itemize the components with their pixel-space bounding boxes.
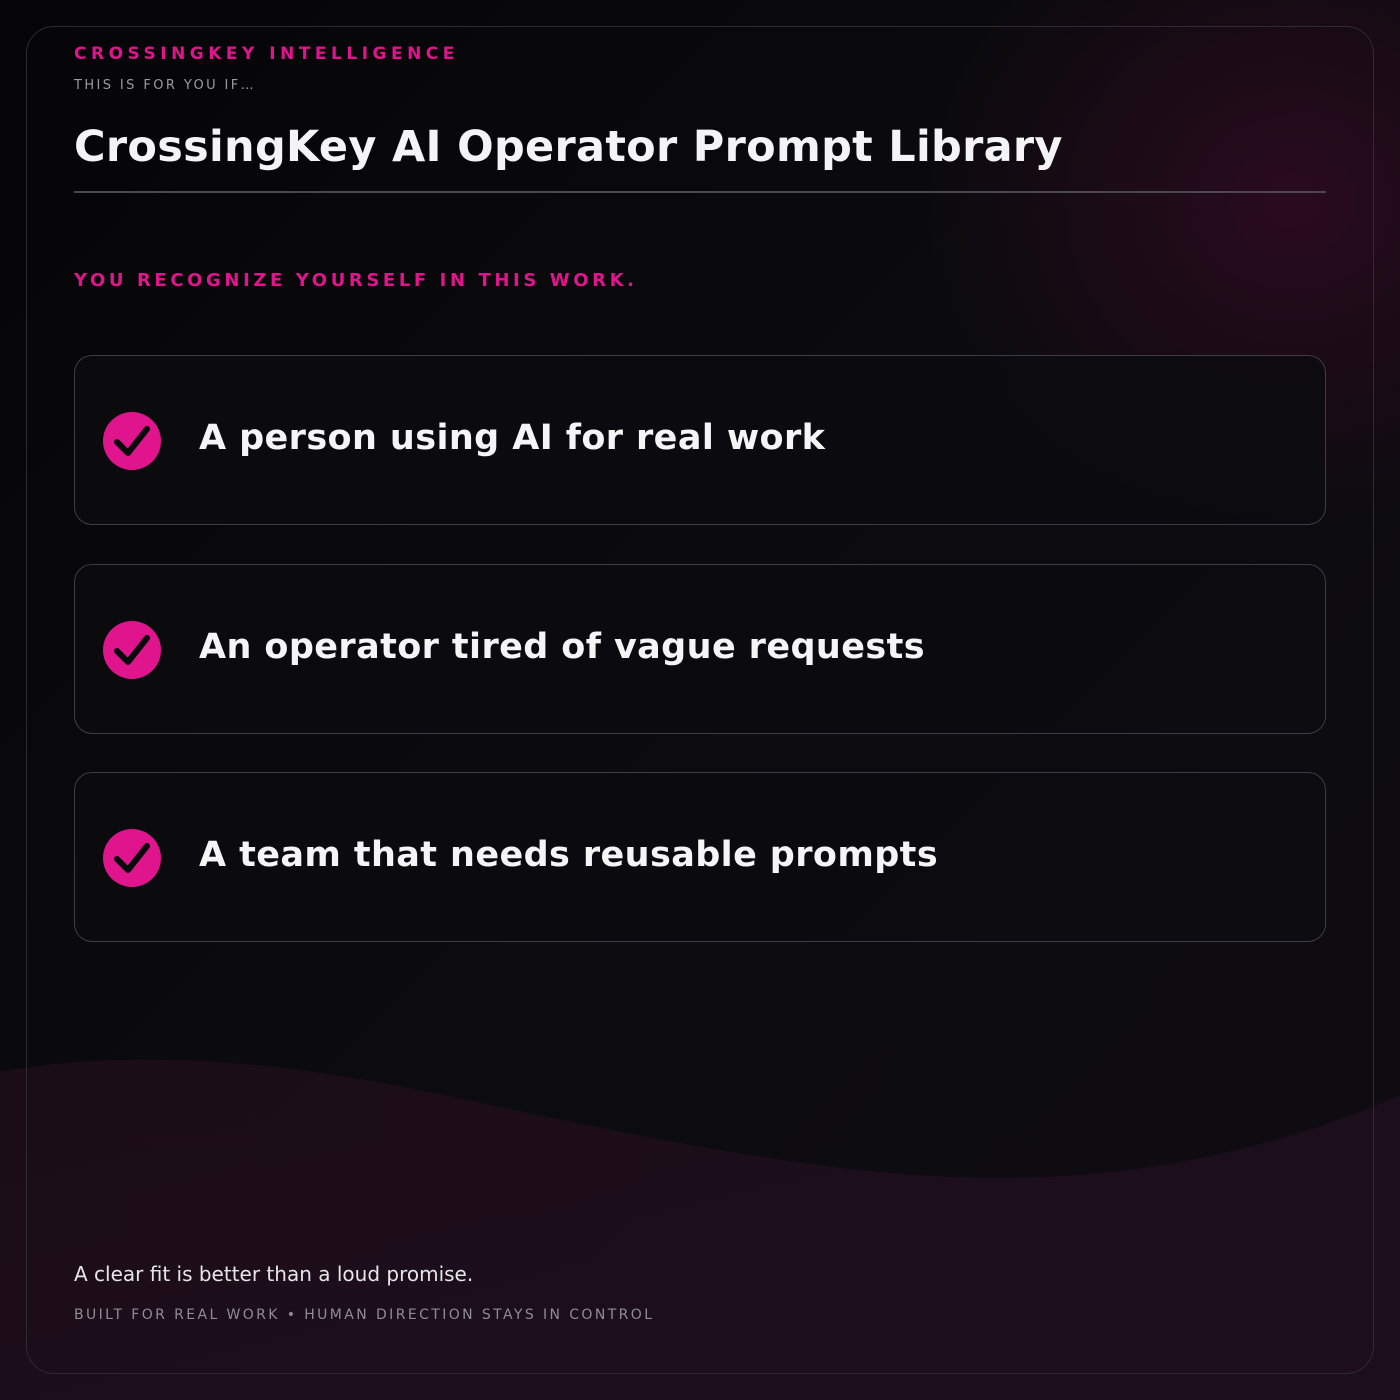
check-circle-icon: [103, 412, 161, 470]
section-heading: YOU RECOGNIZE YOURSELF IN THIS WORK.: [74, 270, 638, 291]
title-divider: [74, 191, 1326, 193]
fit-card-3: [74, 772, 1326, 942]
fit-card-label: A team that needs reusable prompts: [199, 835, 939, 875]
check-circle-icon: [103, 621, 161, 679]
check-circle-icon: [103, 829, 161, 887]
page-title: CrossingKey AI Operator Prompt Library: [74, 122, 1063, 172]
fit-card-label: An operator tired of vague requests: [199, 627, 925, 667]
fit-card-label: A person using AI for real work: [199, 418, 826, 458]
footer-text: BUILT FOR REAL WORK • HUMAN DIRECTION STAYS IN CONTROL: [74, 1307, 655, 1323]
tagline: A clear fit is better than a loud promise.: [74, 1262, 474, 1286]
fit-card-1: [74, 355, 1326, 525]
fit-card-2: [74, 564, 1326, 734]
brand-eyebrow: CROSSINGKEY INTELLIGENCE: [74, 44, 459, 64]
kicker-text: THIS IS FOR YOU IF…: [74, 78, 257, 93]
